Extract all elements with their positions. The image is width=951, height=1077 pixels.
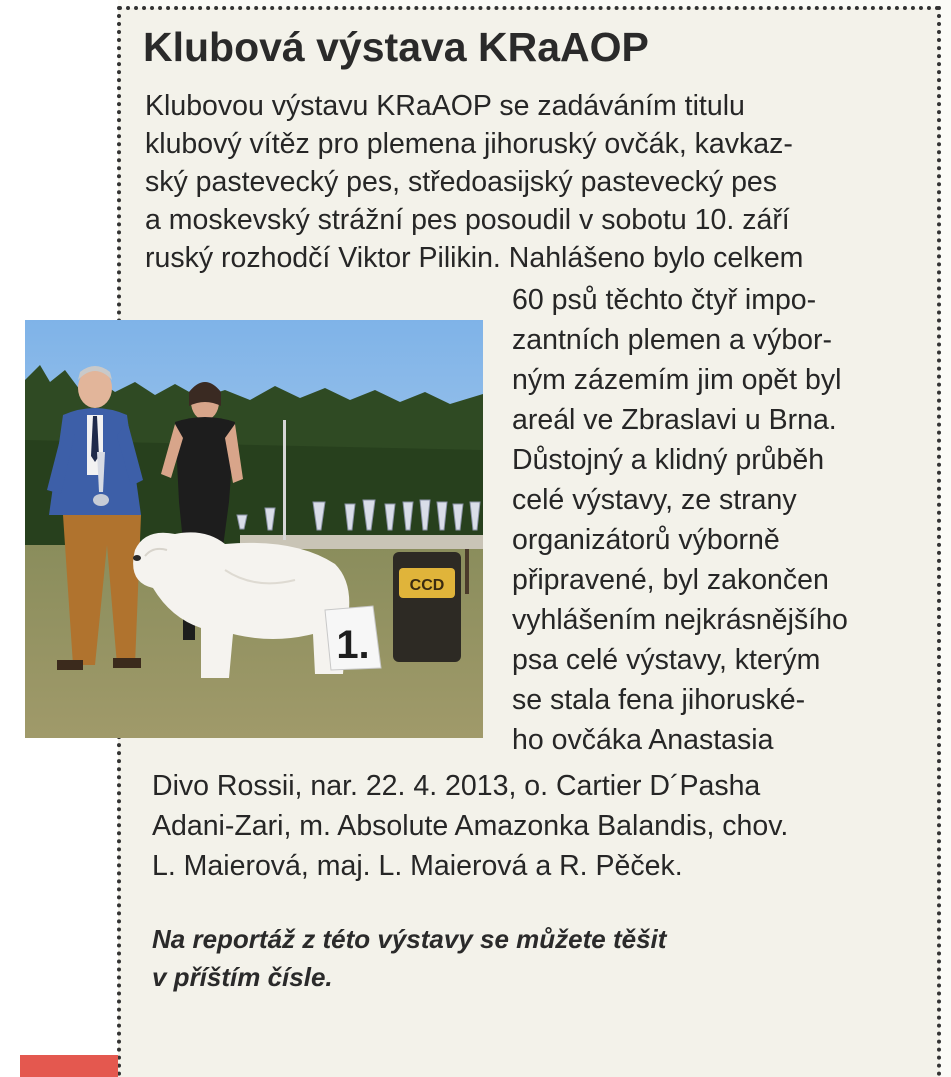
body-line: Divo Rossii, nar. 22. 4. 2013, o. Cartier D´Pasha (152, 770, 761, 802)
article-title: Klubová výstava KRaAOP (143, 24, 649, 70)
body-line: ho ovčáka Anastasia (512, 724, 774, 756)
placement-placard (325, 606, 381, 670)
body-line: ský pastevecký pes, středoasijský pastevecký pes (145, 166, 778, 198)
body-line: Důstojný a klidný průběh (512, 444, 825, 476)
body-line: se stala fena jihoruské- (512, 684, 806, 716)
show-winner-photo (25, 320, 483, 738)
body-line: zantních plemen a výbor- (512, 324, 832, 356)
note-line: v příštím čísle. (152, 962, 333, 992)
body-line: a moskevský strážní pes posoudil v sobotu 10. září (145, 204, 790, 236)
placard-number: 1. (336, 623, 370, 667)
body-line: klubový vítěz pro plemena jihoruský ovčák, kavkaz- (145, 128, 793, 160)
body-line: ným zázemím jim opět byl (512, 364, 842, 396)
body-line: 60 psů těchto čtyř impo- (512, 284, 817, 316)
note-line: Na reportáž z této výstavy se můžete těšit (152, 924, 667, 954)
body-line: organizátorů výborně (512, 524, 780, 556)
dotted-border-right (937, 6, 941, 1077)
dotted-border-top (118, 6, 940, 10)
body-line: L. Maierová, maj. L. Maierová a R. Pěček. (152, 850, 683, 882)
body-line: vyhlášením nejkrásnějšího (512, 604, 848, 636)
red-accent-strip (20, 1055, 118, 1077)
body-line: ruský rozhodčí Viktor Pilikin. Nahlášeno bylo celkem (145, 242, 804, 274)
body-line: Klubovou výstavu KRaAOP se zadáváním titulu (145, 90, 745, 122)
body-line: psa celé výstavy, kterým (512, 644, 821, 676)
body-line: Adani-Zari, m. Absolute Amazonka Balandis, chov. (152, 810, 789, 842)
body-line: celé výstavy, ze strany (512, 484, 797, 516)
feed-bag-label: CCD (409, 577, 445, 594)
body-line: připravené, byl zakončen (512, 564, 829, 596)
body-line: areál ve Zbraslavi u Brna. (512, 404, 837, 436)
